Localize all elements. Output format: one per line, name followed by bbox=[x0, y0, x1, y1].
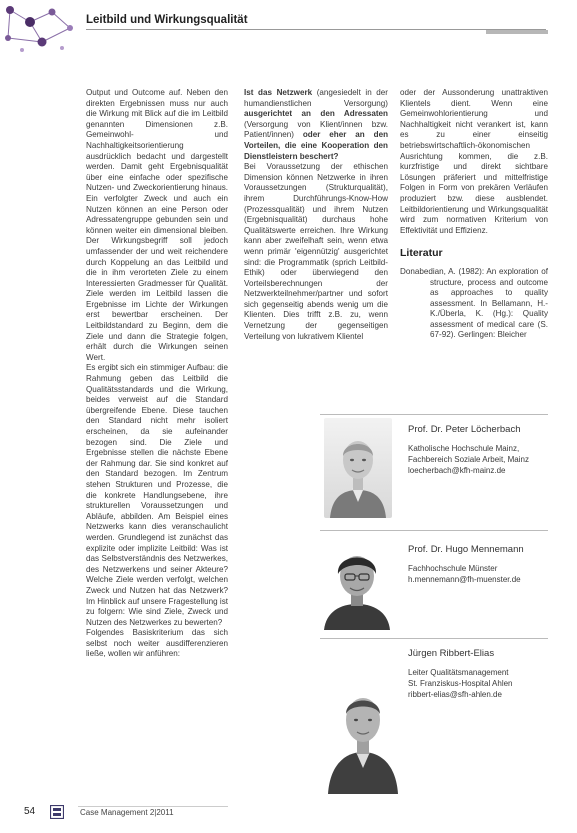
paragraph: Bei Voraussetzung der ethischen Dimension können Netzwerke in ihren Voraussetzungen (Strukturqualität), ihrem Durchführungs-Know-How (Prozessqualität) und ihrem Nutzen (Ergebnisqualität) durchaus hohe Qualitätswerte erreichen. Ihre Wirkung kann aber zweifelhaft sein, wenn etwa wenn primär 'eigennützig' ausgerichtet sind: die Programmatik (sprich Leitbild-Ethik) oder überwiegend den Vorteilsberechnungen der Netzwerkteilnehmer/partner und sofort sich gegenseitig abends wenig um die Klienten. Dies trifft z.B. zu, wenn Vernetzung der gegenseitigen Verteilung von lukrativem Klientel bbox=[244, 162, 388, 341]
author-photo bbox=[324, 418, 392, 518]
footer-rule bbox=[78, 806, 228, 807]
author-affiliation: Fachhochschule Münster bbox=[408, 564, 498, 573]
network-dots-decoration bbox=[0, 0, 84, 60]
author-affiliation: St. Franziskus-Hospital Ahlen bbox=[408, 679, 513, 688]
separator bbox=[320, 638, 548, 639]
author-info bbox=[408, 424, 548, 476]
author-name: Jürgen Ribbert-Elias bbox=[408, 648, 495, 659]
author-name: Prof. Dr. Hugo Mennemann bbox=[408, 544, 524, 555]
header-strip bbox=[486, 30, 548, 34]
text-column-3 bbox=[400, 88, 548, 341]
author-affiliation: Katholische Hochschule Mainz, bbox=[408, 444, 520, 453]
criterion-bold: oder eher an den Vorteilen, die eine Kooperation den Dienstleistern beschert? bbox=[244, 130, 389, 161]
separator bbox=[320, 414, 548, 415]
separator bbox=[320, 530, 548, 531]
magazine-name: Case Management 2|2011 bbox=[80, 808, 174, 817]
author-affiliation: Fachbereich Soziale Arbeit, Mainz bbox=[408, 455, 529, 464]
header-rule bbox=[86, 29, 546, 30]
text-column-1 bbox=[86, 88, 228, 660]
paragraph: Folgendes Basiskriterium das sich selbst noch weiter ausdifferenzieren ließe, wollen wir anführen: bbox=[86, 628, 228, 659]
author-info bbox=[408, 544, 548, 585]
criterion-paragraph bbox=[244, 88, 388, 162]
literature-entry: Donabedian, A. (1982): An exploration of structure, process and outcome as approaches to quality assessment. In Bellamann, H.-K./Überla, K. (Hg.): Quality assessment of medical care (S. 67-92). Gerlingen: Bleicher bbox=[400, 266, 548, 340]
section-title: Leitbild und Wirkungsqualität bbox=[86, 14, 248, 26]
criterion-text: (Versorgung von Klient/innen bzw. Patient/innen) bbox=[244, 119, 388, 140]
criterion-intro: Ist das Netzwerk bbox=[244, 88, 313, 97]
author-email: loecherbach@kfh-mainz.de bbox=[408, 466, 506, 475]
criterion-bold: ausgerichtet an den Adressaten bbox=[244, 109, 388, 119]
author-email: h.mennemann@fh-muenster.de bbox=[408, 575, 521, 584]
author-info bbox=[408, 648, 548, 700]
author-photo bbox=[320, 538, 394, 630]
paragraph: Es ergibt sich ein stimmiger Aufbau: die Rahmung geben das Leitbild die Qualitätsstandards und die Wirkung, beides verweist auf die Standard übergreifende Ebene. Diese tauchen den Standard nicht mehr isoliert erscheinen, da sie aufeinander bezogen sind. Die Ziele und Ergebnisse stellen die nächste Ebene der Rahmung dar. Sie sind konkret auf den Standard bezogen. Im Zentrum stehen Strukturen und Prozesse, die die konkrete Handlungsebene, ihre strukturellen Voraussetzungen und Abläufe, abbilden. Am Beispiel eines Netzwerks kann dies veranschaulicht werden. Grundlegend ist zunächst das explizite oder implizite Leitbild: Was ist das Selbstverständnis des Netzwerkes, des Netzwerkens und seiner Akteure? Welche Ziele werden verfolgt, welchen Zweck und Nutzen hat das Netzwerk? Im Hinblick auf unsere Fragestellung ist zu folgern: Wie sind Ziele, Zweck und Nutzen des Netzwerkes zu bewerten? bbox=[86, 363, 228, 627]
paragraph: oder der Aussonderung unattraktiven Klientels dient. Wenn eine Gemeinwohlorientierung und Nachhaltigkeit nicht verankert ist, kann es zu einer einseitig betriebswirtschaftlich-ökonomischen Ausrichtung kommen, die z.B. kurzfristige und direkt sichtbare Lösungen präferiert und mittelfristige Folgen in Form von prekären Verläufen produziert bzw. diese ausblendet. Leitbildorientierung und Wirkungsqualität wird zum normativen Kriterium von Effektivität und Effizienz. bbox=[400, 88, 548, 235]
literature-heading: Literatur bbox=[400, 247, 443, 260]
text-column-2 bbox=[244, 88, 388, 342]
author-affiliation: Leiter Qualitätsmanagement bbox=[408, 668, 509, 677]
paragraph: Output und Outcome auf. Neben den direkten Ergebnissen muss nur auch die Wirkung mit Blick auf die im Leitbild genannten Dimensionen z.B. Gemeinwohl- und Nachhaltigkeitsorientierung ausdrücklich bedacht und dargestellt werden. Damit geht Ergebnisqualität über eine einfache oder spezifische Nutzen- und Zweckorientierung hinaus. Ein verfolgter Zweck und auch ein Nutzen können an eine Person oder Adressatengruppe gebunden sein und können weiter ein dimensional bleiben. Der Wirkungsbegriff soll jedoch umfassender der und weit reichendere durch Koppelung an das Leitbild und die in ihm verorteten Ziele zu einem Interessierten Gradmesser für Qualität. Ziele werden im Leitbild lassen die Ergebnisse im Lichte der Wirkungen erst bewertbar erscheinen. Der Leitbildstandard zu Beginn, dem die Ziele und dann die Strategie folgen, erhält durch die Wirkungen seinen Wert. bbox=[86, 88, 228, 362]
author-name: Prof. Dr. Peter Löcherbach bbox=[408, 424, 521, 435]
page-number: 54 bbox=[24, 806, 36, 817]
author-email: ribbert-elias@sfh-ahlen.de bbox=[408, 690, 502, 699]
author-photo bbox=[326, 644, 400, 794]
magazine-logo-icon bbox=[50, 805, 64, 819]
criterion-text: (angesiedelt in der humandienstlichen Versorgung) bbox=[244, 88, 388, 108]
